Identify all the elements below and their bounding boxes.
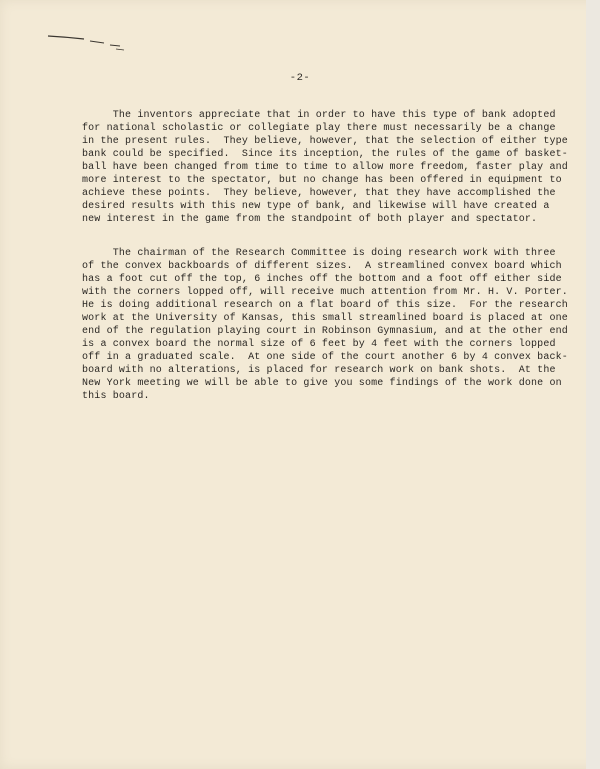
paragraph-2-line-9: off in a graduated scale. At one side of the court another 6 by 4 convex back- [82, 352, 568, 363]
paragraph-1-line-7: achieve these points. They believe, however, that they have accomplished the [82, 188, 556, 199]
paragraph-2-line-3: has a foot cut off the top, 6 inches off the bottom and a foot off either side [82, 274, 562, 285]
paragraph-2-line-7: end of the regulation playing court in Robinson Gymnasium, and at the other end [82, 326, 568, 337]
paragraph-2-line-10: board with no alterations, is placed for research work on bank shots. At the [82, 365, 556, 376]
paragraph-2-line-11: New York meeting we will be able to give you some findings of the work done on [82, 378, 562, 389]
paragraph-2-line-5: He is doing additional research on a flat board of this size. For the research [82, 300, 568, 311]
paragraph-1-line-2: for national scholastic or collegiate play there must necessarily be a change [82, 123, 556, 134]
paragraph-1-line-5: ball have been changed from time to time to allow more freedom, faster play and [82, 162, 568, 173]
page-number: -2- [289, 72, 311, 84]
pencil-mark-icon [46, 33, 136, 53]
paragraph-1-line-4: bank could be specified. Since its inception, the rules of the game of basket- [82, 149, 568, 160]
paragraph-1-line-3: in the present rules. They believe, however, that the selection of either type [82, 136, 568, 147]
page-edge [586, 0, 600, 769]
paragraph-2-line-4: with the corners lopped off, will receive much attention from Mr. H. V. Porter. [82, 287, 568, 298]
paragraph-1-line-9: new interest in the game from the standpoint of both player and spectator. [82, 214, 538, 225]
paragraph-1-line-1: The inventors appreciate that in order to have this type of bank adopted [82, 110, 556, 121]
paragraph-1-line-6: more interest to the spectator, but no change has been offered in equipment to [82, 175, 562, 186]
paragraph-2-line-2: of the convex backboards of different sizes. A streamlined convex board which [82, 261, 562, 272]
paragraph-2-line-12: this board. [82, 391, 150, 402]
paragraph-2-line-1: The chairman of the Research Committee is doing research work with three [82, 248, 556, 259]
paragraph-2-line-6: work at the University of Kansas, this small streamlined board is placed at one [82, 313, 568, 324]
paragraph-2-line-8: is a convex board the normal size of 6 feet by 4 feet with the corners lopped [82, 339, 556, 350]
paragraph-1-line-8: desired results with this new type of bank, and likewise will have created a [82, 201, 550, 212]
